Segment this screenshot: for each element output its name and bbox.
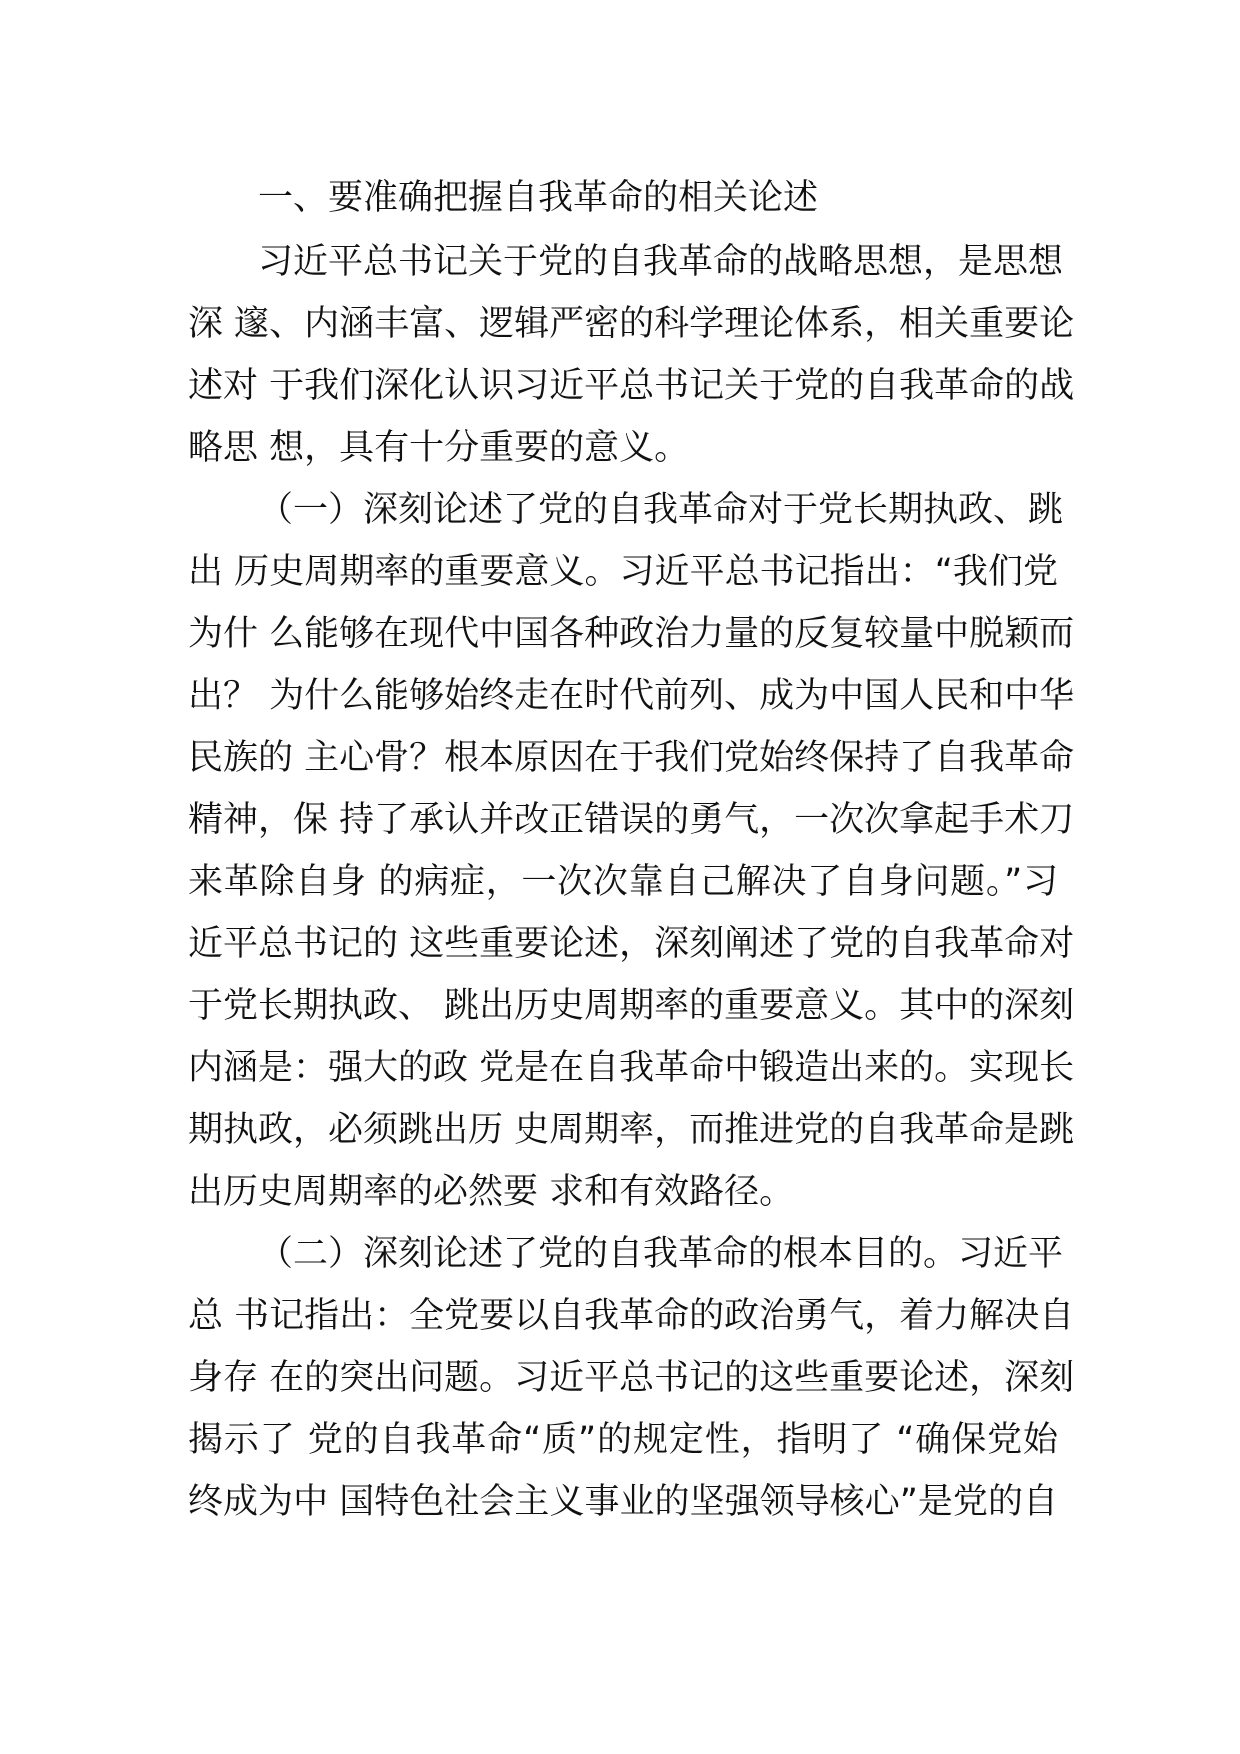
paragraph-line: 略思 想，具有十分重要的意义。	[188, 428, 690, 468]
paragraph-line: 于党长期执政、 跳出历史周期率的重要意义。其中的深刻	[188, 986, 1075, 1026]
paragraph-line: 身存 在的突出问题。习近平总书记的这些重要论述，深刻	[188, 1358, 1075, 1398]
paragraph-line: 近平总书记的 这些重要论述，深刻阐述了党的自我革命对	[188, 924, 1075, 964]
paragraph-line: 出历史周期率的必然要 求和有效路径。	[188, 1172, 795, 1212]
paragraph-line: 总 书记指出：全党要以自我革命的政治勇气，着力解决自	[188, 1296, 1075, 1336]
paragraph-line: 出？ 为什么能够始终走在时代前列、成为中国人民和中华	[188, 676, 1075, 716]
paragraph-line: 期执政，必须跳出历 史周期率，而推进党的自我革命是跳	[188, 1110, 1075, 1150]
paragraph-line: （二）深刻论述了党的自我革命的根本目的。习近平	[258, 1234, 1064, 1274]
paragraph-line: 终成为中 国特色社会主义事业的坚强领导核心”是党的自	[188, 1482, 1058, 1522]
paragraph-line: 出 历史周期率的重要意义。习近平总书记指出：“我们党	[188, 552, 1058, 592]
paragraph-line: 来革除自身 的病症，一次次靠自己解决了自身问题。”习	[188, 862, 1058, 902]
paragraph-line: （一）深刻论述了党的自我革命对于党长期执政、跳	[258, 490, 1064, 530]
paragraph-line: 述对 于我们深化认识习近平总书记关于党的自我革命的战	[188, 366, 1075, 406]
paragraph-line: 为什 么能够在现代中国各种政治力量的反复较量中脱颖而	[188, 614, 1075, 654]
paragraph-line: 深 邃、内涵丰富、逻辑严密的科学理论体系，相关重要论	[188, 304, 1075, 344]
paragraph-line: 习近平总书记关于党的自我革命的战略思想，是思想	[258, 242, 1064, 282]
paragraph-line: 精神，保 持了承认并改正错误的勇气，一次次拿起手术刀	[188, 800, 1075, 840]
paragraph-line: 揭示了 党的自我革命“质”的规定性，指明了 “确保党始	[188, 1420, 1058, 1460]
paragraph-line: 内涵是：强大的政 党是在自我革命中锻造出来的。实现长	[188, 1048, 1075, 1088]
section-heading: 一、要准确把握自我革命的相关论述	[258, 178, 819, 218]
paragraph-line: 民族的 主心骨？根本原因在于我们党始终保持了自我革命	[188, 738, 1075, 778]
